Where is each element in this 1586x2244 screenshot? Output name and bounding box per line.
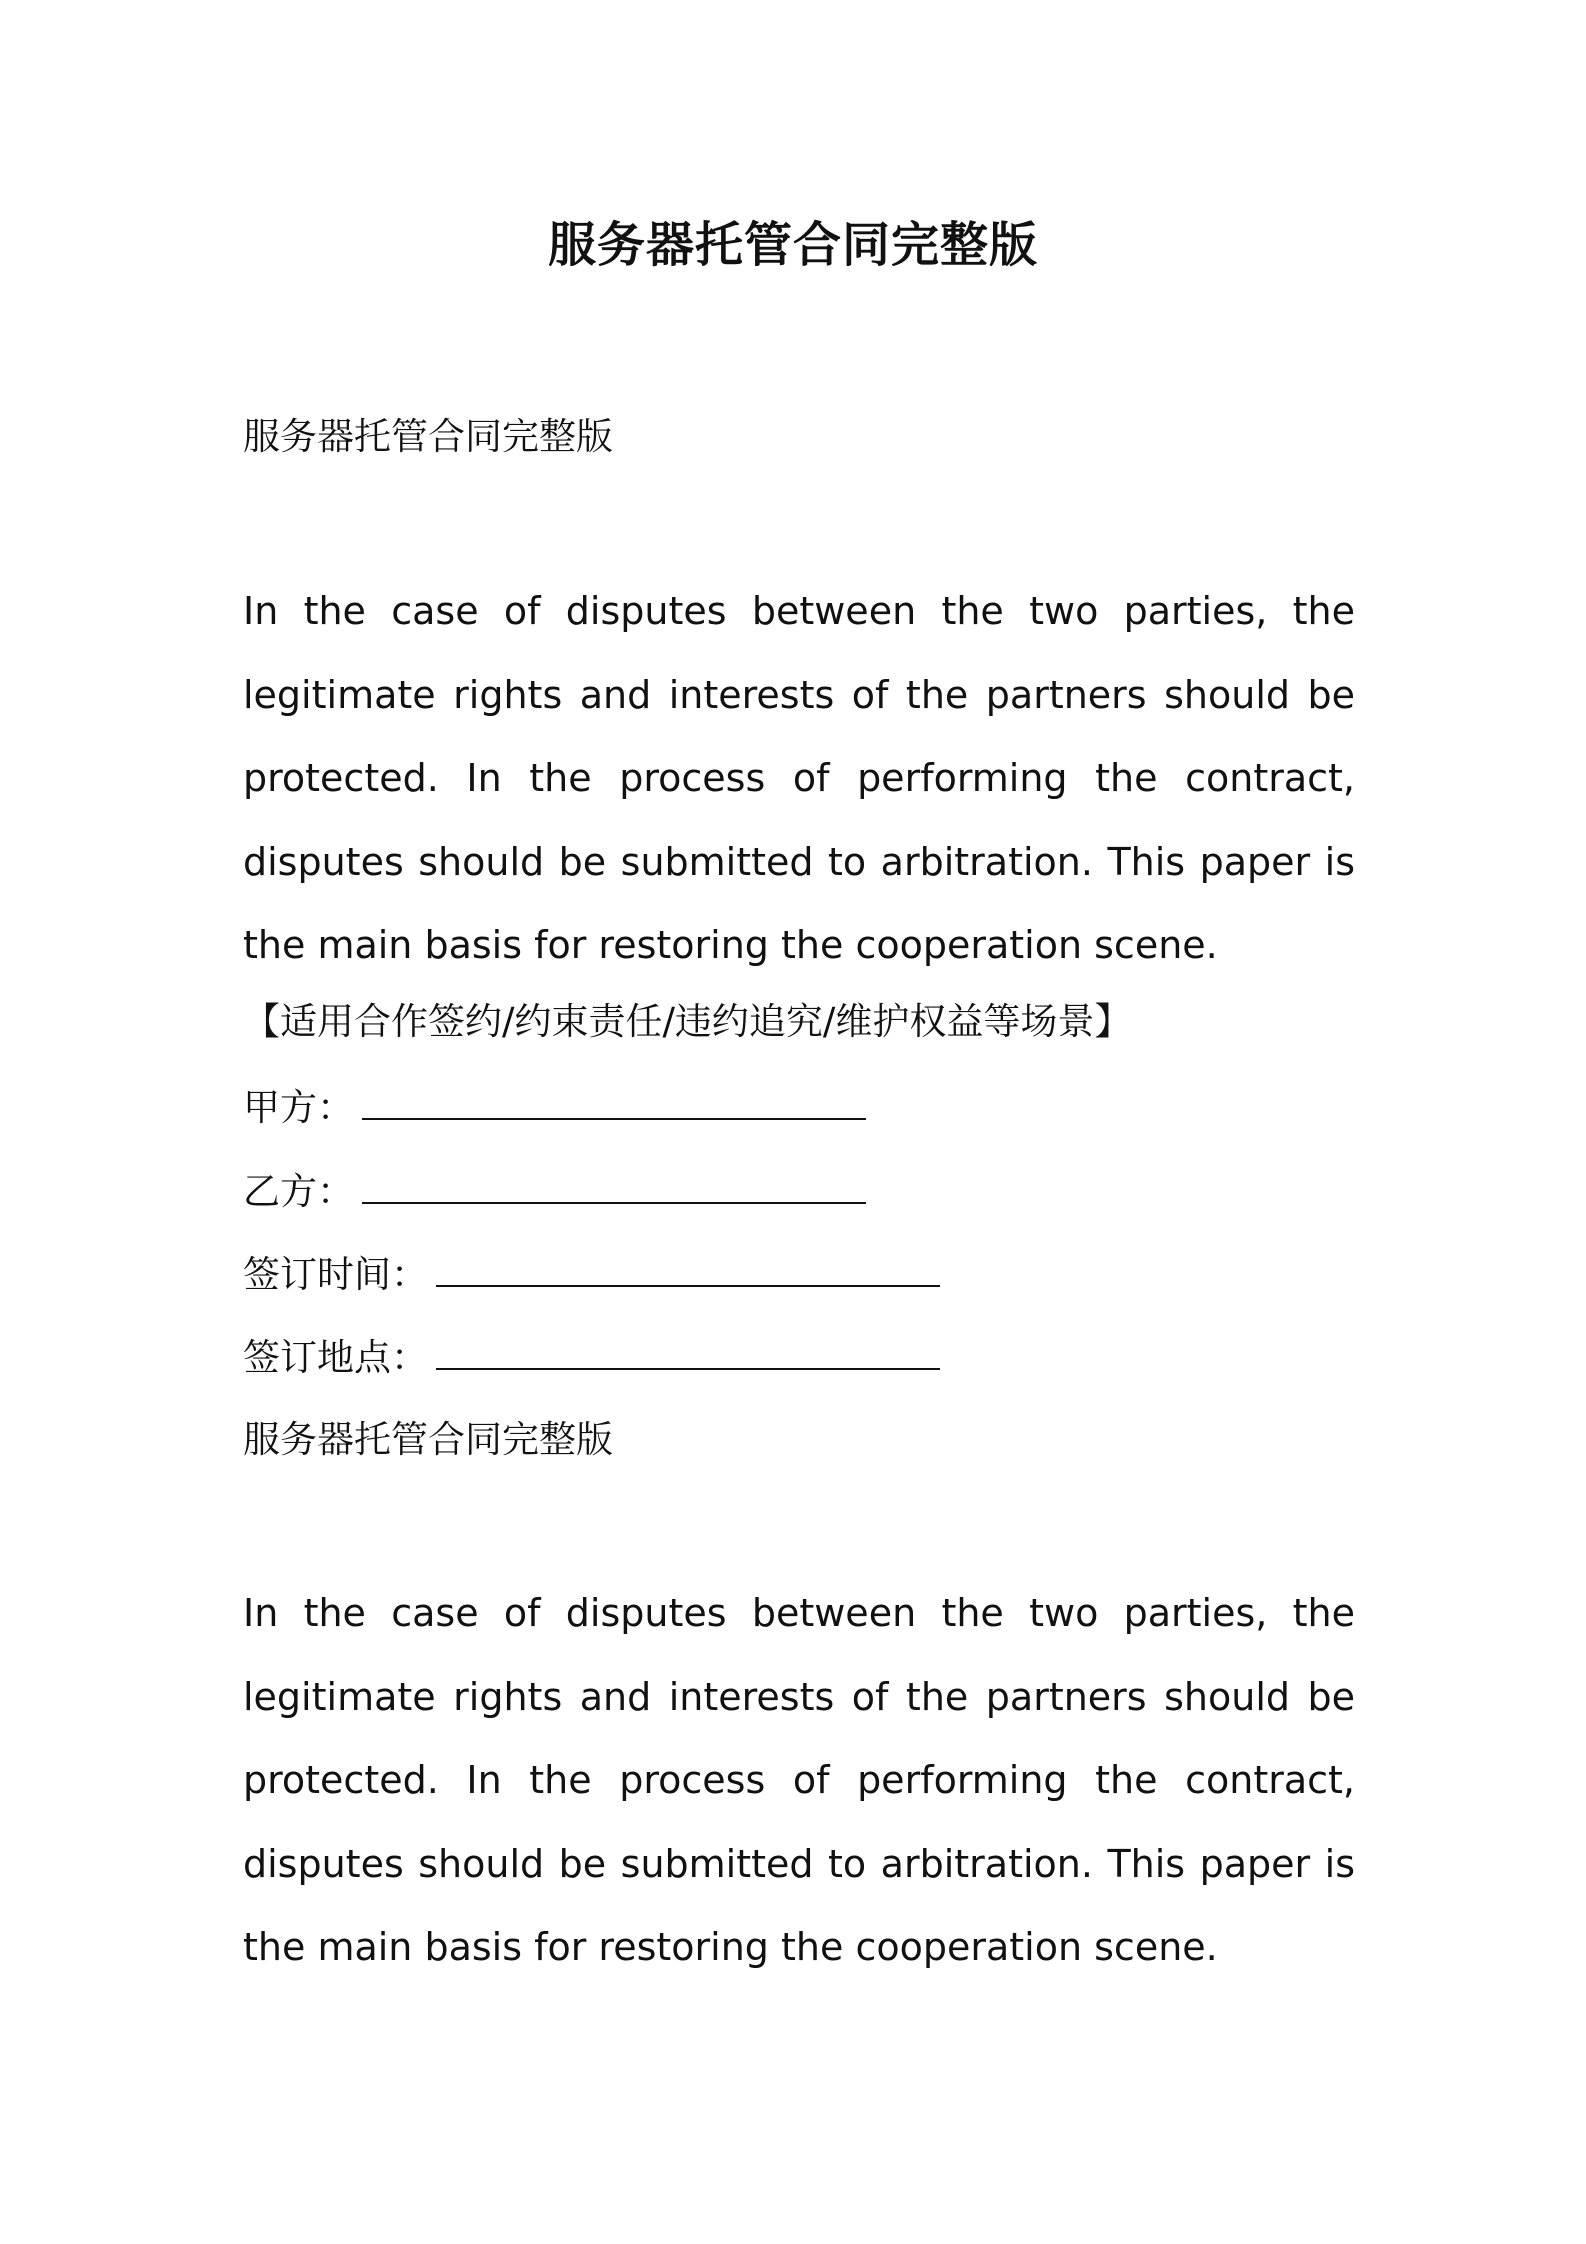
- section-heading-2: 服务器托管合同完整版: [243, 1418, 613, 1461]
- sign-date-blank: [436, 1249, 940, 1287]
- party-b-field: [243, 1166, 866, 1217]
- party-a-field: [243, 1082, 866, 1133]
- sign-place-blank: [436, 1332, 940, 1370]
- party-a-label: 甲方：: [243, 1086, 354, 1129]
- document-title: 服务器托管合同完整版: [547, 217, 1038, 273]
- section-heading: 服务器托管合同完整版: [243, 415, 613, 458]
- intro-paragraph: In the case of disputes between the two parties, the legitimate rights and interests of the partners should be protected. In the process of performing the contract, disputes should be submitted to arbitration. This paper is the main basis for restoring the cooperation scene.: [243, 589, 1355, 967]
- party-b-label: 乙方：: [243, 1170, 354, 1213]
- party-b-blank: [362, 1166, 866, 1204]
- sign-place-label: 签订地点：: [243, 1336, 428, 1379]
- sign-date-field: [243, 1249, 940, 1300]
- scenario-note: 【适用合作签约/约束责任/违约追究/维护权益等场景】: [243, 1000, 1132, 1043]
- sign-date-label: 签订时间：: [243, 1253, 428, 1296]
- closing-paragraph: In the case of disputes between the two parties, the legitimate rights and interests of the partners should be protected. In the process of performing the contract, disputes should be submitted to arbitration. This paper is the main basis for restoring the cooperation scene.: [243, 1591, 1355, 1969]
- sign-place-field: [243, 1332, 940, 1383]
- party-a-blank: [362, 1082, 866, 1120]
